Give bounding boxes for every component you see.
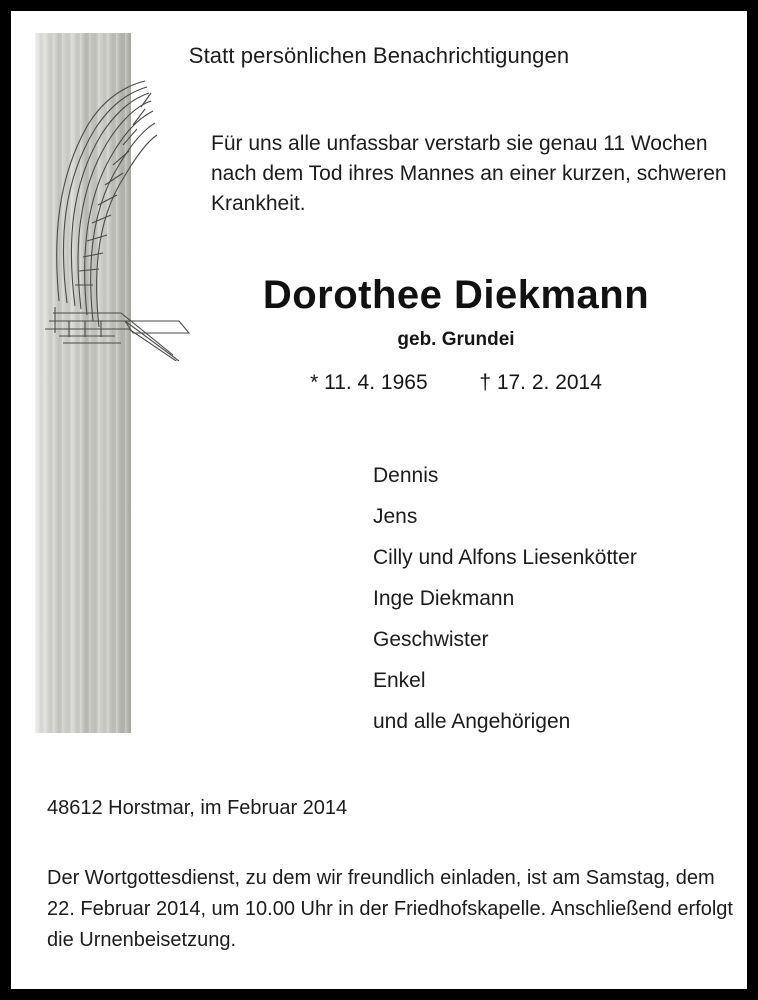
notice-intro-text: Für uns alle unfassbar verstarb sie genau 11 Wochen nach dem Tod ihres Mannes an einer kurzen, schweren Krankheit. <box>211 132 727 215</box>
deceased-name: Dorothee Diekmann <box>262 273 650 317</box>
notice-content <box>11 11 747 989</box>
list-item: Jens <box>373 505 418 528</box>
list-item: Geschwister <box>373 628 489 651</box>
list-item: und alle Angehörigen <box>373 710 571 733</box>
mourners-list <box>373 455 743 742</box>
notice-inner <box>11 11 747 989</box>
list-item: Dennis <box>373 464 439 487</box>
deceased-maiden-name: geb. Grundei <box>397 329 515 350</box>
list-item: Enkel <box>373 669 426 692</box>
death-date: † 17. 2. 2014 <box>479 371 602 394</box>
birth-date: * 11. 4. 1965 <box>310 371 428 394</box>
life-dates <box>171 371 741 395</box>
service-details: Der Wortgottesdienst, zu dem wir freundlich einladen, ist am Samstag, dem 22. Februar 2014, um 10.00 Uhr in der Friedhofskapelle. Anschließend erfolgt die Urnenbeisetzung. <box>47 867 733 951</box>
place-and-date: 48612 Horstmar, im Februar 2014 <box>47 797 348 819</box>
list-item: Inge Diekmann <box>373 587 515 610</box>
list-item: Cilly und Alfons Liesenkötter <box>373 546 637 569</box>
notice-headline: Statt persönlichen Benachrichtigungen <box>188 43 570 68</box>
